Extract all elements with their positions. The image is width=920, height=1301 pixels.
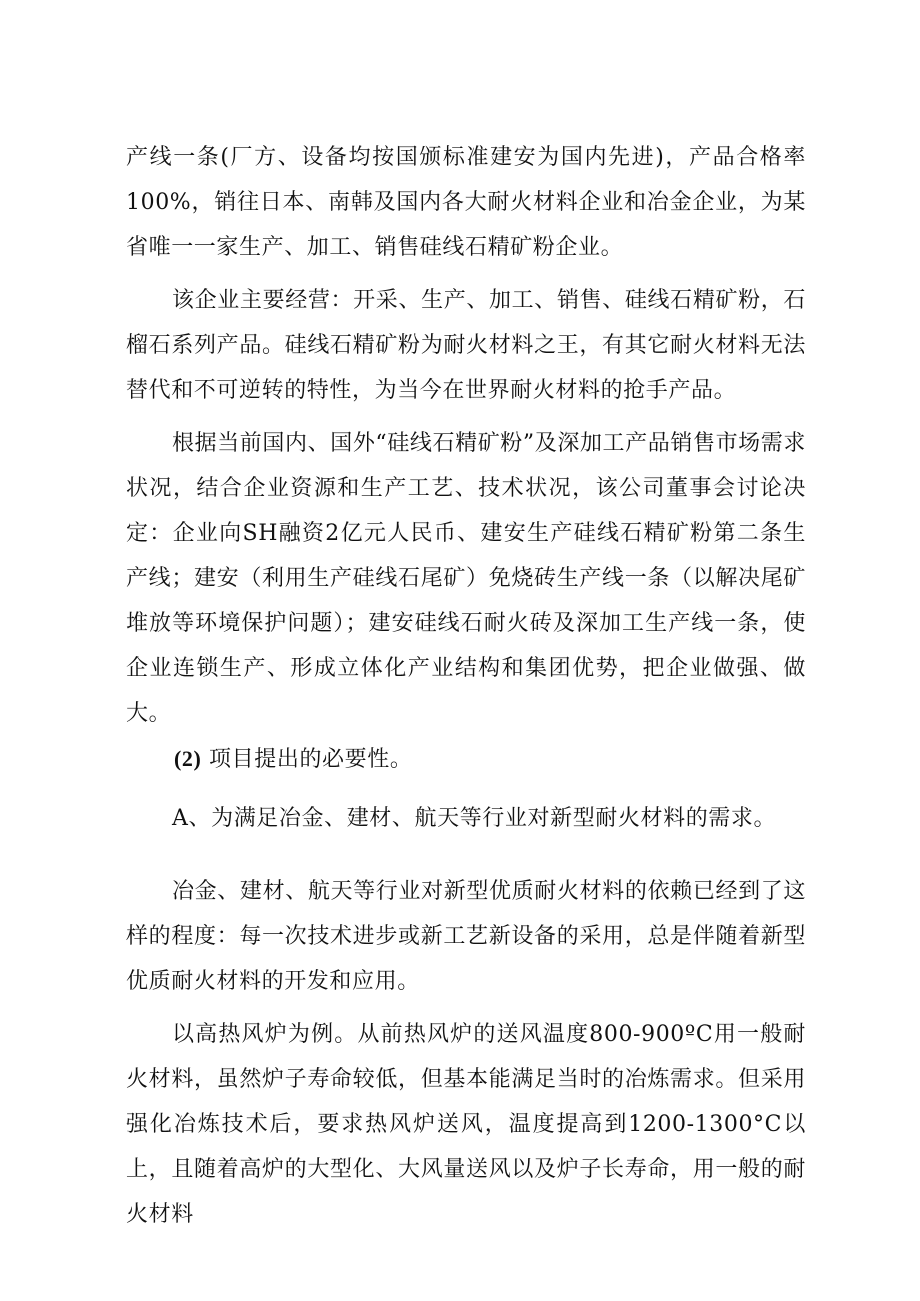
paragraph-material-dependency: 冶金、建材、航天等行业对新型优质耐火材料的依赖已经到了这样的程度：每一次技术进步或新工艺新设备的采用，总是伴随着新型优质耐火材料的开发和应用。 — [126, 879, 806, 994]
section-heading-title: 项目提出的必要性。 — [209, 747, 413, 772]
subheading-a: A、为满足冶金、建材、航天等行业对新型耐火材料的需求。 — [172, 806, 777, 831]
paragraph-production-line: 产线一条(厂方、设备均按国颁标准建安为国内先进)，产品合格率100%，销往日本、南韩及国内各大耐火材料企业和冶金企业，为某省唯一一家生产、加工、销售硅线石精矿粉企业。 — [126, 145, 806, 260]
paragraph-business-scope: 该企业主要经营：开采、生产、加工、销售、硅线石精矿粉，石榴石系列产品。硅线石精矿粉为耐火材料之王，有其它耐火材料无法替代和不可逆转的特性，为当今在世界耐火材料的抢手产品。 — [126, 288, 806, 403]
section-heading — [126, 736, 806, 782]
section-heading-number: (2) — [174, 746, 202, 771]
paragraph-financing-plan: 根据当前国内、国外“硅线石精矿粉”及深加工产品销售市场需求状况，结合企业资源和生产工艺、技术状况，该公司董事会讨论决定：企业向SH融资2亿元人民币、建安生产硅线石精矿粉第二条生产线；建安（利用生产硅线石尾矿）免烧砖生产线一条（以解决尾矿堆放等环境保护问题）；建安硅线石耐火砖及深加工生产线一条，使企业连锁生产、形成立体化产业结构和集团优势，把企业做强、做大。 — [126, 431, 806, 726]
document-body — [126, 135, 806, 1237]
paragraph-hot-blast-stove: 以高热风炉为例。从前热风炉的送风温度800-900ºC用一般耐火材料，虽然炉子寿命较低，但基本能满足当时的冶炼需求。但采用强化冶炼技术后，要求热风炉送风，温度提高到1200-1300°C以上，且随着高炉的大型化、大风量送风以及炉子长寿命，用一般的耐火材料 — [126, 1022, 806, 1227]
